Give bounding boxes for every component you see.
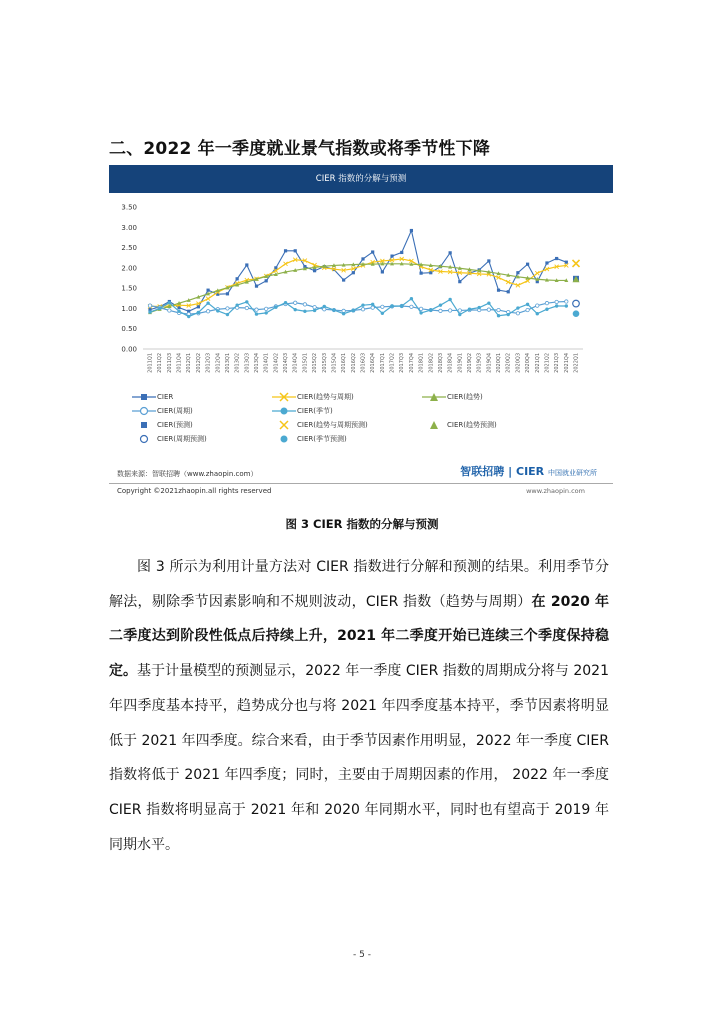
data-source: 数据来源：智联招聘（www.zhaopin.com） <box>117 470 258 478</box>
legend-item <box>131 434 207 444</box>
legend-label: CIER(预测) <box>157 421 193 429</box>
copyright: Copyright ©2021zhaopin.all rights reserved <box>117 487 272 495</box>
x-tick-label: 2020Q2 <box>505 353 512 373</box>
x-tick-label: 2015Q4 <box>331 353 338 373</box>
x-tick-label: 2014Q3 <box>283 353 290 373</box>
data-point <box>545 308 548 311</box>
data-point <box>390 304 393 307</box>
data-point <box>313 269 316 272</box>
data-point <box>448 309 451 312</box>
data-point <box>448 298 451 301</box>
website: www.zhaopin.com <box>526 487 585 495</box>
x-tick-label: 2019Q1 <box>457 353 464 373</box>
data-point <box>177 310 180 313</box>
data-point <box>206 297 210 301</box>
data-point <box>371 250 374 253</box>
data-point <box>245 263 248 266</box>
series-line <box>150 299 566 317</box>
series-line <box>150 264 566 313</box>
x-tick-label: 2018Q2 <box>428 353 435 373</box>
legend-label: CIER(趋势预测) <box>447 421 497 429</box>
data-point <box>536 312 539 315</box>
figure-divider <box>109 483 613 484</box>
data-point <box>555 257 558 260</box>
data-point <box>303 303 306 306</box>
data-point <box>449 251 452 254</box>
x-tick-label: 2017Q1 <box>379 353 386 373</box>
data-point <box>497 308 500 311</box>
legend-label: CIER(趋势与周期) <box>297 393 354 401</box>
data-point <box>274 306 277 309</box>
legend-label: CIER(周期) <box>157 407 193 415</box>
page-number: - 5 - <box>353 950 371 960</box>
x-tick-label: 2022Q1 <box>573 353 580 373</box>
x-tick-label: 2011Q3 <box>166 353 173 373</box>
data-point <box>497 314 500 317</box>
data-point <box>148 310 151 313</box>
x-tick-label: 2012Q2 <box>195 353 202 373</box>
data-point <box>294 249 297 252</box>
x-tick-label: 2021Q3 <box>554 353 561 373</box>
x-tick-label: 2016Q4 <box>370 353 377 373</box>
data-point <box>439 309 442 312</box>
data-point <box>168 301 171 304</box>
legend-item <box>421 420 497 430</box>
x-tick-label: 2018Q1 <box>418 353 425 373</box>
x-tick-label: 2018Q3 <box>437 353 444 373</box>
chart-plot <box>109 197 613 387</box>
data-point <box>565 304 568 307</box>
series-line <box>150 231 566 312</box>
data-point <box>526 303 529 306</box>
data-point <box>352 271 355 274</box>
data-point <box>361 308 364 311</box>
data-point <box>410 305 413 308</box>
data-point <box>400 304 403 307</box>
data-point <box>429 308 432 311</box>
data-point <box>487 259 490 262</box>
section-heading: 二、2022 年一季度就业景气指数或将季节性下降 <box>109 139 491 159</box>
data-point <box>419 311 422 314</box>
data-point <box>255 285 258 288</box>
data-point <box>371 306 374 309</box>
x-tick-label: 2017Q3 <box>399 353 406 373</box>
data-point <box>507 313 510 316</box>
legend-symbol <box>131 434 157 444</box>
x-tick-label: 2015Q2 <box>312 353 319 373</box>
x-tick-label: 2020Q1 <box>496 353 503 373</box>
cier-logo-sub: 中国就业研究所 <box>548 469 597 477</box>
x-tick-label: 2014Q4 <box>292 353 299 373</box>
data-point <box>439 303 442 306</box>
data-point <box>468 308 471 311</box>
legend-symbol <box>271 392 297 402</box>
figure-caption: 图 3 CIER 指数的分解与预测 <box>285 517 439 531</box>
para-bold: 在 2020 年二季度达到阶段性低点后持续上升，2021 年二季度开始已连续三个季度保持稳定。 <box>109 593 609 680</box>
data-point <box>158 307 161 310</box>
y-tick-label: 2.50 <box>121 244 137 253</box>
data-point <box>206 301 209 304</box>
data-point <box>361 303 364 306</box>
legend-label: CIER(趋势与周期预测) <box>297 421 368 429</box>
x-tick-label: 2013Q3 <box>244 353 251 373</box>
data-point <box>381 305 384 308</box>
data-point <box>168 309 171 312</box>
data-point <box>371 303 374 306</box>
x-tick-label: 2015Q3 <box>321 353 328 373</box>
x-tick-label: 2013Q4 <box>254 353 260 373</box>
x-tick-label: 2020Q3 <box>515 353 522 373</box>
legend-item <box>131 420 193 430</box>
zhaopin-logo: 智联招聘 <box>460 465 505 478</box>
data-point <box>313 309 316 312</box>
data-point <box>206 289 209 292</box>
data-point <box>526 308 529 311</box>
y-tick-label: 0.50 <box>121 325 137 334</box>
y-tick-label: 0.00 <box>121 345 137 354</box>
data-point <box>332 308 335 311</box>
data-point <box>497 289 500 292</box>
data-point <box>352 309 355 312</box>
data-point <box>555 304 558 307</box>
x-tick-label: 2020Q4 <box>525 353 532 373</box>
x-tick-label: 2011Q1 <box>147 353 154 373</box>
data-point <box>507 290 510 293</box>
legend-label: CIER <box>157 393 174 401</box>
legend-symbol <box>131 420 157 430</box>
x-tick-label: 2014Q2 <box>273 353 280 373</box>
y-tick-label: 3.00 <box>121 223 137 232</box>
chart-legend <box>131 392 601 444</box>
x-tick-label: 2018Q4 <box>447 353 454 373</box>
x-tick-label: 2021Q1 <box>534 353 541 373</box>
data-point <box>303 310 306 313</box>
x-tick-label: 2014Q1 <box>263 353 270 373</box>
data-point <box>235 303 238 306</box>
para-text-2: 基于计量模型的预测显示，2022 年一季度 CIER 指数的周期成分将与 2021 年四季度基本持平，趋势成分也与将 2021 年四季度基本持平，季节因素将明显低于 2021 年四季度。综合来看，由于季节因素作用明显，2022 年一季度 CIER 指数将低于 2021 年四季度；同时，主要由于周期因素的作用， 2022 年一季度 CIER 指数将明显高于 2021 年和 2020 年同期水平，同时也有望高于 2019 年同期水平。 <box>109 663 609 853</box>
data-point <box>187 315 190 318</box>
data-point <box>361 257 364 260</box>
legend-item <box>421 392 483 402</box>
legend-symbol <box>131 392 157 402</box>
forecast-point <box>573 300 580 307</box>
legend-symbol <box>271 420 297 430</box>
x-tick-label: 2017Q2 <box>389 353 396 373</box>
legend-symbol <box>421 392 447 402</box>
data-point <box>565 300 568 303</box>
data-point <box>565 261 568 264</box>
legend-label: CIER(季节) <box>297 407 333 415</box>
data-point <box>400 251 403 254</box>
forecast-point <box>573 260 580 267</box>
data-point <box>390 254 393 257</box>
data-point <box>206 310 209 313</box>
legend-item <box>271 406 333 416</box>
data-point <box>264 311 267 314</box>
y-tick-label: 3.50 <box>121 203 137 212</box>
data-point <box>265 279 268 282</box>
cier-logo: CIER <box>516 465 545 478</box>
x-tick-label: 2011Q4 <box>176 353 183 373</box>
x-tick-label: 2021Q4 <box>563 353 570 373</box>
data-point <box>323 305 326 308</box>
legend-item <box>131 406 193 416</box>
data-point <box>148 304 151 307</box>
data-point <box>410 229 413 232</box>
legend-label: CIER(趋势) <box>447 393 483 401</box>
data-point <box>226 313 229 316</box>
x-tick-label: 2016Q2 <box>350 353 357 373</box>
data-point <box>487 301 490 304</box>
y-tick-label: 2.00 <box>121 264 137 273</box>
data-point <box>555 300 558 303</box>
data-point <box>545 261 548 264</box>
x-tick-label: 2011Q2 <box>157 353 164 373</box>
y-tick-label: 1.50 <box>121 284 137 293</box>
data-point <box>294 301 297 304</box>
x-tick-label: 2019Q2 <box>467 353 473 373</box>
data-point <box>255 312 258 315</box>
x-tick-label: 2016Q1 <box>341 353 348 373</box>
legend-item <box>271 420 368 430</box>
x-tick-label: 2019Q3 <box>476 353 483 373</box>
data-point <box>236 277 239 280</box>
data-point <box>245 306 248 309</box>
data-point <box>516 306 519 309</box>
forecast-point <box>573 310 580 317</box>
data-point <box>313 306 316 309</box>
x-tick-label: 2013Q2 <box>234 353 241 373</box>
data-point <box>536 304 539 307</box>
data-point <box>197 311 200 314</box>
x-tick-label: 2013Q1 <box>224 353 231 373</box>
legend-symbol <box>131 406 157 416</box>
data-point <box>487 308 490 311</box>
para-text-1: 图 3 所示为利用计量方法对 CIER 指数进行分解和预测的结果。利用季节分解法，剔除季节因素影响和不规则波动，CIER 指数（趋势与周期） <box>109 559 609 610</box>
legend-item <box>131 392 173 402</box>
x-tick-label: 2017Q4 <box>408 353 415 373</box>
data-point <box>477 306 480 309</box>
body-paragraph <box>109 550 609 862</box>
data-point <box>197 305 200 308</box>
data-point <box>410 297 413 300</box>
data-point <box>419 272 422 275</box>
data-point <box>245 300 248 303</box>
data-point <box>342 278 345 281</box>
x-tick-label: 2012Q1 <box>186 353 193 373</box>
x-tick-label: 2012Q4 <box>215 353 222 373</box>
data-point <box>342 312 345 315</box>
data-point <box>284 301 287 304</box>
x-tick-label: 2016Q3 <box>360 353 367 373</box>
brand-logos: 智联招聘 | CIER 中国就业研究所 <box>460 465 597 478</box>
x-tick-label: 2012Q3 <box>205 353 212 373</box>
legend-symbol <box>271 406 297 416</box>
data-point <box>458 280 461 283</box>
data-point <box>419 307 422 310</box>
data-point <box>526 263 529 266</box>
x-tick-label: 2015Q1 <box>302 353 309 373</box>
data-point <box>458 313 461 316</box>
data-point <box>226 292 229 295</box>
legend-item <box>271 392 354 402</box>
data-point <box>545 301 548 304</box>
chart-banner-title: CIER 指数的分解与预测 <box>109 165 613 193</box>
x-tick-label: 2021Q2 <box>544 353 551 373</box>
legend-symbol <box>421 420 447 430</box>
data-point <box>284 249 287 252</box>
legend-label: CIER(周期预测) <box>157 435 207 443</box>
data-point <box>255 308 258 311</box>
legend-symbol <box>271 434 297 444</box>
data-point <box>516 271 519 274</box>
legend-item <box>271 434 347 444</box>
legend-label: CIER(季节预测) <box>297 435 347 443</box>
x-tick-label: 2019Q4 <box>486 353 493 373</box>
y-tick-label: 1.00 <box>121 304 137 313</box>
data-point <box>294 308 297 311</box>
data-point <box>381 312 384 315</box>
chart-figure <box>109 165 613 498</box>
data-point <box>216 309 219 312</box>
data-point <box>516 312 519 315</box>
data-point <box>381 270 384 273</box>
data-point <box>226 307 229 310</box>
data-point <box>264 307 267 310</box>
